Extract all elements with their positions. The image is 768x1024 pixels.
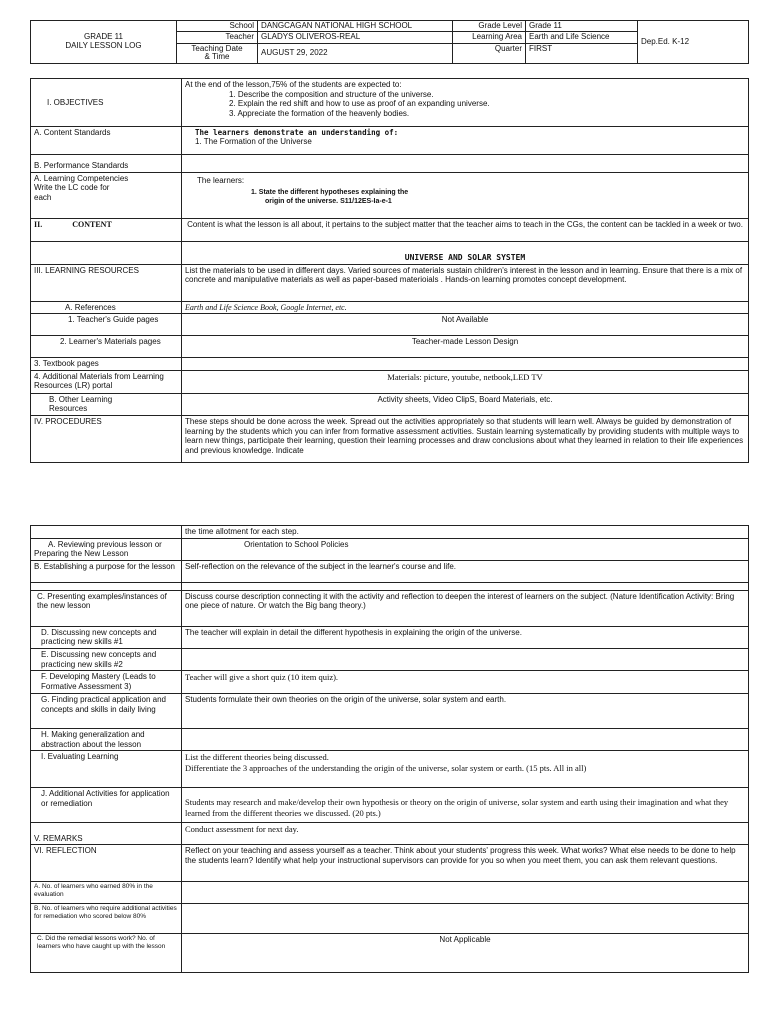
procedure-label-a: A. Reviewing previous lesson or Preparing the New Lesson (31, 538, 182, 560)
procedure-label-e: E. Discussing new concepts and practicing new skills #2 (31, 648, 182, 670)
procedure-value-f: Teacher will give a short quiz (10 item quiz). (182, 671, 749, 694)
teaching-date-label-line2: & Time (204, 52, 230, 62)
grade-level-label: Grade Level (453, 21, 526, 32)
content-label-cell (31, 218, 182, 241)
additional-materials-label: 4. Additional Materials from Learning Resources (LR) portal (31, 370, 182, 393)
procedure-value-h (182, 729, 749, 751)
grade-level-value: Grade 11 (526, 21, 638, 32)
content-standards-text: 1. The Formation of the Universe (195, 137, 312, 146)
school-label: School (177, 21, 258, 32)
procedure-value-b: Self-reflection on the relevance of the subject in the learner's course and life. (182, 560, 749, 582)
lesson-table-page2 (30, 525, 749, 973)
question-b-label: B. No. of learners who require additional activities for remediation who scored below 80% (31, 904, 182, 934)
procedure-label-b: B. Establishing a purpose for the lesson (31, 560, 182, 582)
question-b-value (182, 904, 749, 934)
procedure-value-j: Students may research and make/develop their own hypothesis or theory on the origin of universe, solar system and earth using their imagination and what they learned from the different theories we discussed. (20 pts.) (182, 788, 749, 823)
spacer-label (31, 582, 182, 590)
question-c-label: C. Did the remedial lessons work? No. of learners who have caught up with the lesson (31, 934, 182, 973)
question-a-value (182, 882, 749, 904)
procedure-label-d: D. Discussing new concepts and practicing new skills #1 (31, 626, 182, 648)
objective-item: 1. Describe the composition and structure of the universe. (229, 89, 434, 99)
procedure-value-i (182, 751, 749, 788)
deped-label: Dep.Ed. K-12 (641, 36, 690, 46)
spacer-value (182, 582, 749, 590)
references-text: Earth and Life Science Book, Google Internet, etc. (182, 301, 749, 314)
procedures-label: IV. PROCEDURES (31, 415, 182, 462)
teaching-date-label (177, 43, 258, 63)
learning-area-label: Learning Area (453, 32, 526, 43)
content-standards-heading: The learners demonstrate an understanding of: (195, 128, 399, 137)
header-table (30, 20, 749, 64)
evaluation-line1: List the different theories being discussed. (185, 752, 329, 763)
content-description: Content is what the lesson is all about, it pertains to the subject matter that the teacher aims to teach in the CGs, the content can be tackled in a week or two. (182, 218, 749, 241)
remarks-label: V. REMARKS (31, 823, 182, 845)
evaluation-line2: Differentiate the 3 approaches of the understanding the origin of the universe, solar system or earth. (15 pts. All in all) (185, 762, 587, 773)
deped-cell (638, 21, 749, 64)
content-label: CONTENT (72, 219, 112, 229)
procedure-value-a: Orientation to School Policies (182, 538, 749, 560)
procedure-value-d: The teacher will explain in detail the different hypothesis in explaining the origin of the universe. (182, 626, 749, 648)
topic-title: UNIVERSE AND SOLAR SYSTEM (182, 241, 749, 264)
learning-competencies-cell (182, 172, 749, 218)
topic-label-cell (31, 241, 182, 264)
question-c-value: Not Applicable (182, 934, 749, 973)
procedures-text: These steps should be done across the week. Spread out the activities appropriately so that students will learn well. Always be guided by demonstration of learning by the students which you can infer from formative assessment activities. Sustain learning systematically by providing students with multiple ways to learn new things, participate their learning, question their learning processes and draw conclusions about what they learned in relation to their life experiences and previous knowledge. Indicate (182, 415, 749, 462)
additional-materials-value: Materials: picture, youtube, netbook,LED TV (182, 370, 749, 393)
learners-materials-label: 2. Learner's Materials pages (31, 336, 182, 358)
objective-item: 2. Explain the red shift and how to use as proof of an expanding universe. (229, 99, 490, 109)
quarter-value: FIRST (526, 43, 638, 63)
learners-materials-value: Teacher-made Lesson Design (182, 336, 749, 358)
performance-standards-label: B. Performance Standards (31, 155, 182, 173)
procedure-label-f: F. Developing Mastery (Leads to Formative Assessment 3) (31, 671, 182, 694)
continued-text: the time allotment for each step. (182, 526, 749, 539)
objective-item: 3. Appreciate the formation of the heavenly bodies. (229, 108, 410, 118)
daily-lesson-log-title: DAILY LESSON LOG (65, 40, 142, 50)
continued-label-cell (31, 526, 182, 539)
procedure-label-j: J. Additional Activities for application or remediation (31, 788, 182, 823)
question-a-label: A. No. of learners who earned 80% in the evaluation (31, 882, 182, 904)
textbook-pages-label: 3. Textbook pages (31, 358, 182, 371)
competency-item-line2: origin of the universe. S11/12ES-Ia-e-1 (265, 197, 392, 205)
procedure-value-c: Discuss course description connecting it with the activity and reflection to deepen the interest of learners on the subject. (Nature Identification Activity: Bring one piece of nature. Or watch the Big bang theory.) (182, 590, 749, 626)
procedure-label-h: H. Making generalization and abstraction about the lesson (31, 729, 182, 751)
learning-competencies-label: A. Learning Competencies Write the LC code for each (31, 172, 182, 218)
quarter-label: Quarter (453, 43, 526, 63)
objectives-list (229, 90, 745, 119)
header-title-cell (31, 21, 177, 64)
objectives-label: I. OBJECTIVES (31, 79, 182, 127)
lesson-table-page1 (30, 78, 749, 463)
remarks-value: Conduct assessment for next day. (182, 823, 749, 845)
procedure-label-c: C. Presenting examples/instances of the new lesson (31, 590, 182, 626)
reflection-label: VI. REFLECTION (31, 845, 182, 882)
competency-item-line1: 1. State the different hypotheses explaining the (251, 189, 409, 197)
learning-resources-label: III. LEARNING RESOURCES (31, 264, 182, 301)
teaching-date-value: AUGUST 29, 2022 (258, 43, 453, 63)
procedure-label-i: I. Evaluating Learning (31, 751, 182, 788)
textbook-pages-value (182, 358, 749, 371)
procedure-label-g: G. Finding practical application and concepts and skills in daily living (31, 694, 182, 729)
objectives-cell (182, 79, 749, 127)
teacher-label: Teacher (177, 32, 258, 43)
content-standards-cell (182, 127, 749, 155)
learning-resources-text: List the materials to be used in different days. Varied sources of materials sustain children's interest in the lesson and in learning. Ensure that there is a mix of concrete and manipulative materials as well as paper-based materioials . Hands-on learning promotes concept development. (182, 264, 749, 301)
reflection-value: Reflect on your teaching and assess yourself as a teacher. Think about your students' progress this week. What works? What else needs to be done to help the students learn? Identify what help your instructional supervisors can provide for you so when you meet them, you can ask them relevant questions. (182, 845, 749, 882)
teachers-guide-label: 1. Teacher's Guide pages (31, 314, 182, 336)
teacher-value: GLADYS OLIVEROS-REAL (258, 32, 453, 43)
content-number: II. (34, 219, 43, 229)
other-resources-label: B. Other Learning Resources (31, 393, 182, 415)
procedure-value-e (182, 648, 749, 670)
objectives-intro: At the end of the lesson,75% of the students are expected to: (185, 80, 402, 89)
teachers-guide-value: Not Available (182, 314, 749, 336)
procedure-value-g: Students formulate their own theories on the origin of the universe, solar system and earth. (182, 694, 749, 729)
school-value: DANGCAGAN NATIONAL HIGH SCHOOL (258, 21, 453, 32)
other-resources-value: Activity sheets, Video ClipS, Board Materials, etc. (182, 393, 749, 415)
learning-area-value: Earth and Life Science (526, 32, 638, 43)
performance-standards-value (182, 155, 749, 173)
competencies-intro: The learners: (197, 175, 245, 185)
references-label: A. References (31, 301, 182, 314)
content-standards-label: A. Content Standards (31, 127, 182, 155)
grade-title: GRADE 11 (84, 32, 123, 42)
teaching-date-label-line1: Teaching Date (191, 43, 243, 53)
